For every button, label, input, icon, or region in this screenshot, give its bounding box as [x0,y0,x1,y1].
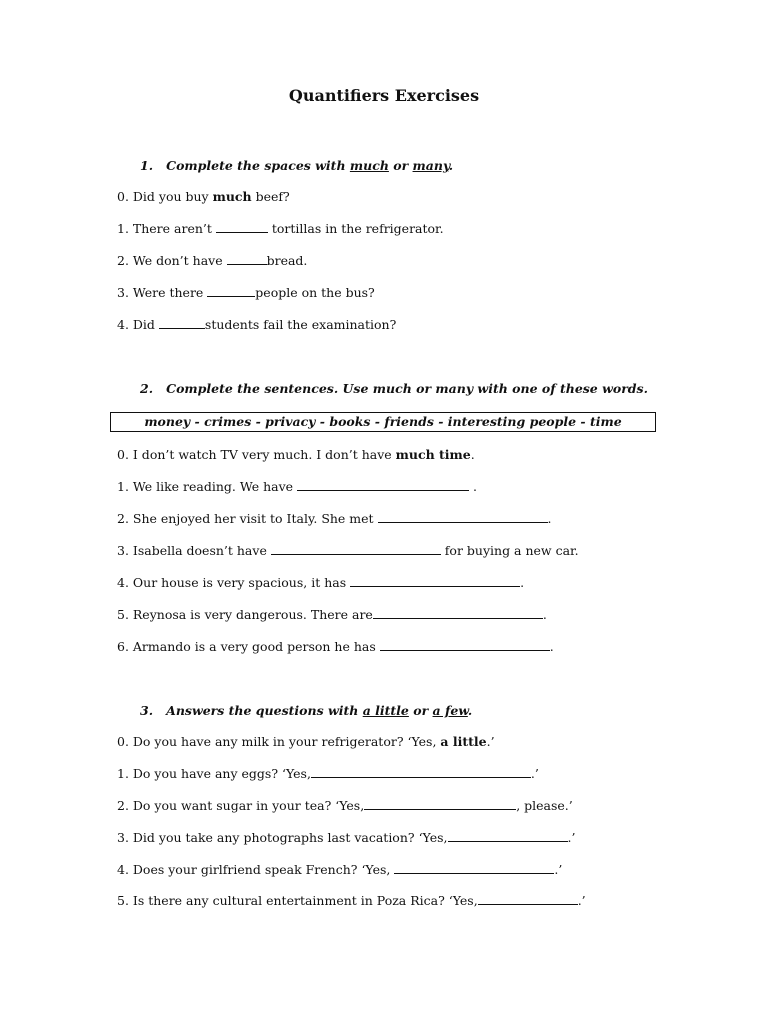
s1-item-3-post: people on the bus? [255,285,375,300]
word-bank-box: money - crimes - privacy - books - friends - interesting people - time [110,412,656,432]
s2-item-1-pre: 1. We like reading. We have [117,479,297,494]
s1-item-0-pre: 0. Did you buy [117,189,213,204]
section-1-heading-text: Complete the spaces with [166,158,350,173]
s2-item-2-post: . [547,511,552,526]
s2-item-4-post: . [520,575,525,590]
s3-item-0-post: .’ [486,734,495,749]
s2-item-4-pre: 4. Our house is very spacious, it has [117,575,351,590]
s1-item-2 [117,252,307,270]
answer-blank[interactable] [364,797,516,810]
s1-item-1-post: tortillas in the refrigerator. [267,221,444,236]
s3-item-1-pre: 1. Do you have any eggs? ‘Yes, [117,766,311,781]
s2-item-5 [117,606,547,624]
section-1-heading [140,157,453,175]
s3-item-5-pre: 5. Is there any cultural entertainment in Poza Rica? ‘Yes, [117,893,478,908]
s3-item-2-post: , please.’ [516,798,573,813]
answer-blank[interactable] [159,316,205,329]
s3-item-4 [117,861,562,879]
s1-item-0-answer: much [212,189,252,204]
s2-item-0-pre: 0. I don’t watch TV very much. I don’t have [117,447,396,462]
section-3-heading [140,702,472,720]
s3-item-4-post: .’ [554,862,563,877]
s2-item-0-post: . [470,447,475,462]
s3-item-2 [117,797,573,815]
section-3-or: or [408,703,433,718]
s1-item-4 [117,316,396,334]
section-3-heading-text: Answers the questions with [166,703,363,718]
answer-blank[interactable] [227,252,267,265]
answer-blank[interactable] [478,892,578,905]
s3-item-3-post: .’ [567,830,576,845]
s2-item-2 [117,510,552,528]
answer-blank[interactable] [216,220,268,233]
answer-blank[interactable] [350,574,520,587]
section-1-number: 1. [140,158,154,173]
s1-item-2-pre: 2. We don’t have [117,253,227,268]
s3-item-2-pre: 2. Do you want sugar in your tea? ‘Yes, [117,798,365,813]
answer-blank[interactable] [311,765,531,778]
s3-item-0 [117,733,495,751]
section-2-heading-text: Complete the sentences. Use much or many with one of these words. [166,381,648,396]
page-title: Quantifiers Exercises [288,86,480,105]
s2-item-3-pre: 3. Isabella doesn’t have [117,543,271,558]
answer-blank[interactable] [297,478,469,491]
s3-item-0-pre: 0. Do you have any milk in your refrigerator? ‘Yes, [117,734,441,749]
s1-item-4-post: students fail the examination? [204,317,397,332]
s3-item-3 [117,829,575,847]
s1-item-1-pre: 1. There aren’t [117,221,216,236]
section-3-dot: . [467,703,473,718]
s1-item-1 [117,220,444,238]
s2-item-5-post: . [542,607,547,622]
s2-item-0-answer: much time [395,447,471,462]
s2-item-1 [117,478,477,496]
s2-item-0 [117,446,475,464]
answer-blank[interactable] [271,542,441,555]
section-3-number: 3. [140,703,154,718]
s3-item-4-pre: 4. Does your girlfriend speak French? ‘Yes, [117,862,395,877]
section-1-word-b: many [412,158,449,173]
s2-item-6 [117,638,554,656]
s3-item-5-post: .’ [577,893,586,908]
section-2-heading [140,380,648,398]
s1-item-2-post: bread. [266,253,308,268]
s2-item-3-post: for buying a new car. [440,543,579,558]
answer-blank[interactable] [378,510,548,523]
section-3-word-a: a little [362,703,409,718]
s2-item-3 [117,542,579,560]
s2-item-2-pre: 2. She enjoyed her visit to Italy. She met [117,511,378,526]
s2-item-4 [117,574,524,592]
s1-item-3-pre: 3. Were there [117,285,208,300]
section-2-number: 2. [140,381,154,396]
answer-blank[interactable] [207,284,255,297]
section-1-word-a: much [349,158,389,173]
answer-blank[interactable] [373,606,543,619]
s1-item-3 [117,284,375,302]
s1-item-0 [117,188,290,206]
s1-item-0-post: beef? [251,189,290,204]
s2-item-6-pre: 6. Armando is a very good person he has [117,639,380,654]
section-3-word-b: a few [432,703,468,718]
answer-blank[interactable] [380,638,550,651]
s3-item-3-pre: 3. Did you take any photographs last vacation? ‘Yes, [117,830,448,845]
answer-blank[interactable] [394,861,554,874]
s2-item-6-post: . [549,639,554,654]
section-1-or: or [388,158,413,173]
s3-item-1-post: .’ [530,766,539,781]
s3-item-1 [117,765,539,783]
section-1-dot: . [448,158,454,173]
s3-item-0-answer: a little [440,734,487,749]
s1-item-4-pre: 4. Did [117,317,159,332]
s2-item-5-pre: 5. Reynosa is very dangerous. There are [117,607,373,622]
s3-item-5 [117,892,586,910]
answer-blank[interactable] [448,829,568,842]
s2-item-1-post: . [469,479,477,494]
